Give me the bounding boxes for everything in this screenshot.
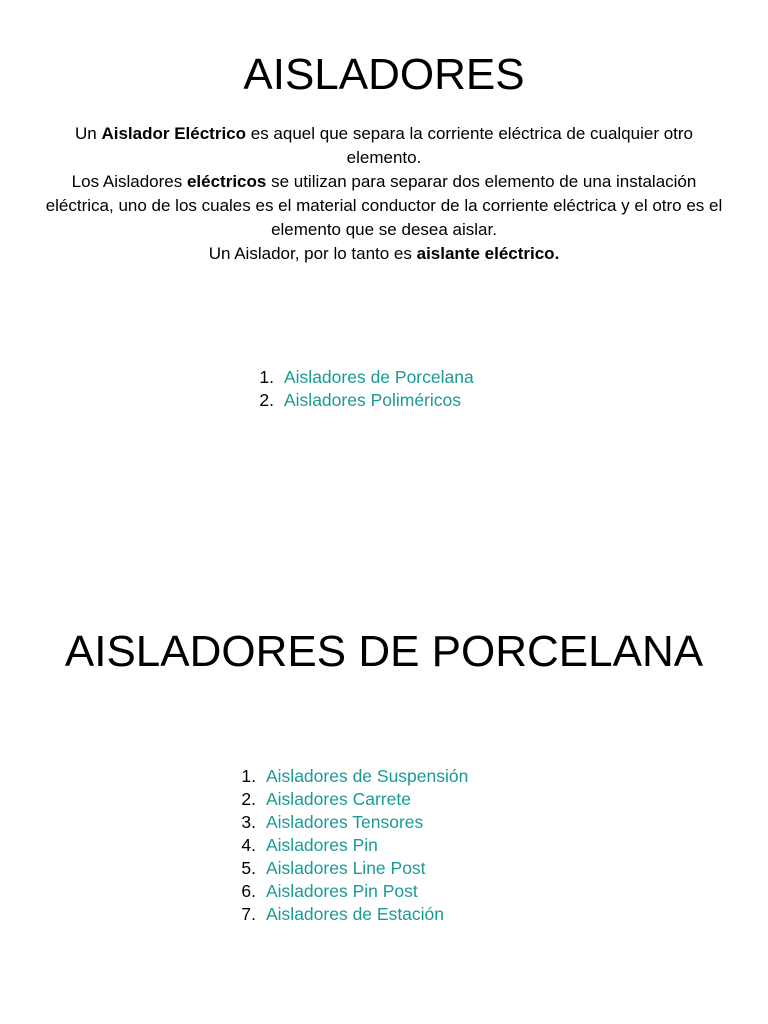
porcelain-types-list [236,765,468,926]
list-number: 1. [259,367,274,387]
intro-paragraph [40,122,728,266]
link-aisladores-porcelana[interactable]: Aisladores de Porcelana [284,367,474,387]
list-item [236,765,468,788]
intro-line-2 [40,170,728,242]
intro-line-1-pre: Un [74,124,102,143]
list-number: 1. [241,766,256,786]
list-item [236,811,468,834]
list-item [236,788,468,811]
intro-line-3-pre: Un Aislador, por lo tanto es [208,244,417,263]
insulator-types-list [254,366,474,412]
link-aisladores-pin[interactable]: Aisladores Pin [266,835,378,855]
intro-line-1 [40,122,728,170]
list-number: 5. [241,858,256,878]
intro-line-1-bold: Aislador Eléctrico [101,124,247,143]
intro-line-2-post: se utilizan para separar dos elemento de una instalación eléctrica, uno de los cuales es el material conductor de la corriente eléctrica y el otro es el elemento que se desea aislar. [45,172,723,239]
list-number: 4. [241,835,256,855]
list-item [254,389,474,412]
intro-line-2-bold: eléctricos [186,172,267,191]
intro-line-3 [40,242,728,266]
intro-line-2-pre: Los Aisladores [71,172,187,191]
list-item [236,834,468,857]
link-aisladores-estacion[interactable]: Aisladores de Estación [266,904,445,924]
list-number: 7. [241,904,256,924]
page-title: AISLADORES [243,50,525,99]
list-number: 2. [259,390,274,410]
list-number: 2. [241,789,256,809]
link-aisladores-carrete[interactable]: Aisladores Carrete [266,789,411,809]
list-item [236,903,468,926]
section-title: AISLADORES DE PORCELANA [64,627,704,676]
list-item [254,366,474,389]
link-aisladores-polimericos[interactable]: Aisladores Poliméricos [284,390,462,410]
list-number: 6. [241,881,256,901]
link-aisladores-line-post[interactable]: Aisladores Line Post [266,858,426,878]
link-aisladores-suspension[interactable]: Aisladores de Suspensión [266,766,469,786]
intro-line-3-bold: aislante eléctrico. [416,244,560,263]
link-aisladores-tensores[interactable]: Aisladores Tensores [266,812,424,832]
intro-line-1-post: es aquel que separa la corriente eléctrica de cualquier otro elemento. [246,124,694,167]
list-item [236,880,468,903]
link-aisladores-pin-post[interactable]: Aisladores Pin Post [266,881,418,901]
list-number: 3. [241,812,256,832]
list-item [236,857,468,880]
